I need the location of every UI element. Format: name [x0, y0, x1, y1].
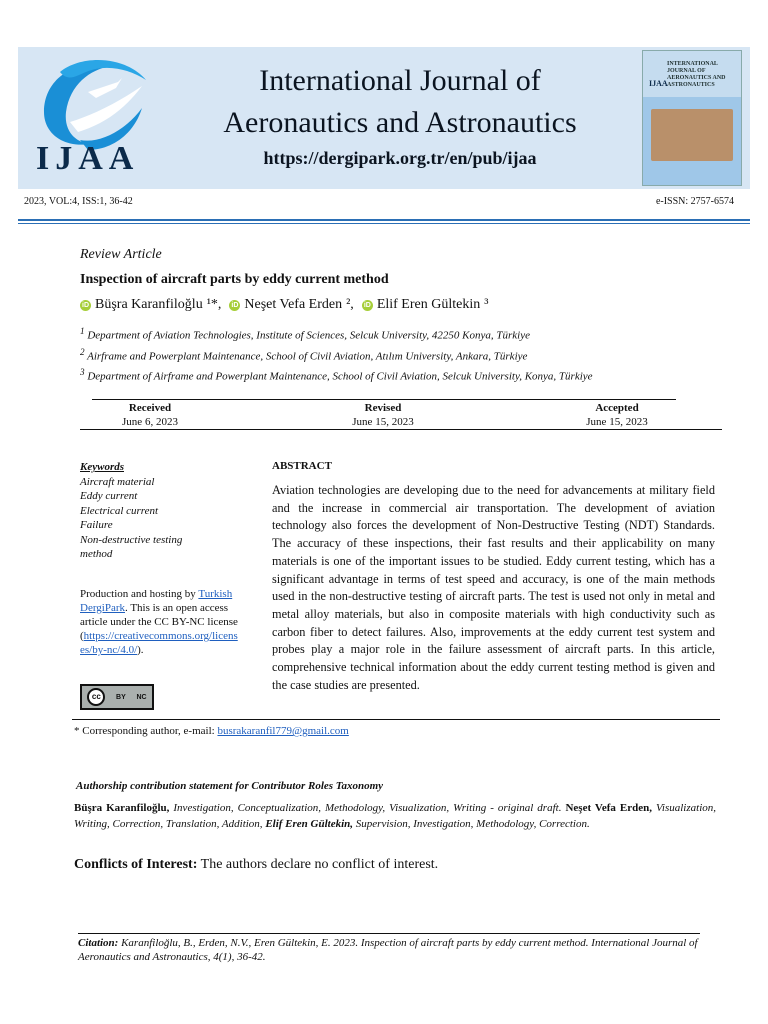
journal-cover-thumbnail	[642, 50, 742, 186]
orcid-icon[interactable]: iD	[231, 301, 239, 309]
nc-label: NC	[136, 693, 147, 701]
logo-text: IJAA	[36, 140, 140, 177]
dergipark-link[interactable]: Turkish DergiPark	[80, 588, 233, 614]
affiliation: $^2$ Airframe and Powerplant Maintenance, School of Civil Aviation, Atılım University, Ankara, Türkiye	[80, 346, 528, 363]
contribution-heading: Authorship contribution statement for Contributor Roles Taxonomy	[76, 780, 384, 792]
author-name: Neşet Vefa Erden	[244, 297, 343, 312]
corresponding-author: * Corresponding author, e-mail: busrakaranfil779@gmail.com	[74, 725, 349, 737]
keyword: Eddy current	[80, 490, 138, 502]
keywords-section	[80, 460, 260, 562]
author-sup: ¹*,	[206, 297, 222, 312]
cover-image	[651, 109, 733, 161]
header-divider-thin	[18, 223, 750, 224]
abstract-heading: ABSTRACT	[272, 460, 332, 472]
license-link[interactable]: https://creativecommons.org/licenses/by-nc/4.0/	[80, 630, 238, 656]
cc-by-nc-badge[interactable]	[80, 684, 154, 710]
article-title: Inspection of aircraft parts by eddy current method	[80, 272, 389, 287]
affiliation: $^1$ Department of Aviation Technologies, Institute of Sciences, Selcuk University, 42250 Konya, Türkiye	[80, 326, 531, 342]
journal-title: International Journal of Aeronautics and Astronautics	[223, 64, 577, 139]
citation: Citation: Karanfiloğlu, B., Erden, N.V., Eren Gültekin, E. 2023. Inspection of aircraft parts by eddy current method. International Journal of Aeronautics and Astronautics, 4(1), 36-42.	[78, 937, 698, 963]
dates-bottom-rule	[80, 429, 722, 430]
conflicts-of-interest: Conflicts of Interest: The authors declare no conflict of interest.	[74, 857, 439, 872]
keyword: Failure	[80, 519, 113, 531]
hosting-note: Production and hosting by Turkish DergiPark. This is an open access article under the CC BY-NC license (https://creativecommons.org/licenses/by-nc/4.0/).	[80, 588, 238, 656]
keywords-heading: Keywords	[80, 461, 124, 473]
keyword: Electrical current	[80, 504, 159, 517]
volume-info: 2023, VOL:4, ISS:1, 36-42	[24, 196, 133, 207]
affiliations	[80, 323, 593, 385]
orcid-icon[interactable]: iD	[363, 301, 371, 309]
by-label: BY	[116, 693, 126, 701]
affiliation: $^3$ Department of Airframe and Powerplant Maintenance, School of Civil Aviation, Selcuk University, Konya, Türkiye	[80, 367, 593, 383]
author-list	[80, 297, 488, 313]
author-name: Büşra Karanfiloğlu	[95, 297, 203, 312]
keyword: Non-destructive testing	[80, 533, 183, 546]
revised-date: Revised June 15, 2023	[352, 402, 414, 428]
article-type: Review Article	[80, 247, 162, 262]
orcid-icon[interactable]: iD	[82, 301, 89, 309]
keyword: method	[80, 548, 113, 560]
keyword: Aircraft material	[80, 475, 155, 488]
journal-url[interactable]: https://dergipark.org.tr/en/pub/ijaa	[263, 148, 537, 168]
accepted-date: Accepted June 15, 2023	[586, 402, 648, 428]
header-divider	[18, 219, 750, 221]
cover-title: INTERNATIONAL JOURNAL OF AERONAUTICS AND ASTRONAUTICS	[667, 61, 726, 88]
issn-info: e-ISSN: 2757-6574	[655, 196, 734, 207]
author-sup: ³	[484, 297, 489, 312]
author-sup: ²,	[346, 297, 354, 312]
cover-abbr: IJAA	[649, 79, 668, 88]
received-date: Received June 6, 2023	[122, 402, 178, 428]
cc-icon: cc	[87, 688, 105, 706]
dates-top-rule	[92, 399, 676, 400]
author-name: Elif Eren Gültekin	[376, 297, 481, 312]
footnote-rule	[72, 719, 720, 720]
citation-rule	[78, 933, 700, 934]
contribution-statement: Büşra Karanfiloğlu, Investigation, Conceptualization, Methodology, Visualization, Writing - original draft. Neşet Vefa Erden, Visualization, Writing, Correction, Translation, Addition, Elif Eren Gültekin, Supervision, Investigation, Methodology, Correction.	[74, 802, 716, 830]
abstract-text: Aviation technologies are developing due to the need for advancements at military field and the increase in commercial air transportation. The development of aviation technology also forces the development of Non-Destructive Testing (NDT) Standards. The accuracy of these inspections, their fast results and their applicability on many materials is one of the important issues to be studied. Eddy current testing, which has a significant advantage in terms of test speed and accuracy, is one of the main methods used in the non-destructive testing of aircraft parts. The test is used not only in metal and metal alloy materials, but also in composite materials with high conductivity such as carbon fiber to detect failures. Also, improvements at the eddy current test system and probes play a major role in the failure assessment of aircraft parts. In this article, comprehensive technical information about the eddy current testing method is given and the case studies are presented.	[272, 483, 715, 692]
author-email-link[interactable]: busrakaranfil779@gmail.com	[217, 725, 349, 737]
